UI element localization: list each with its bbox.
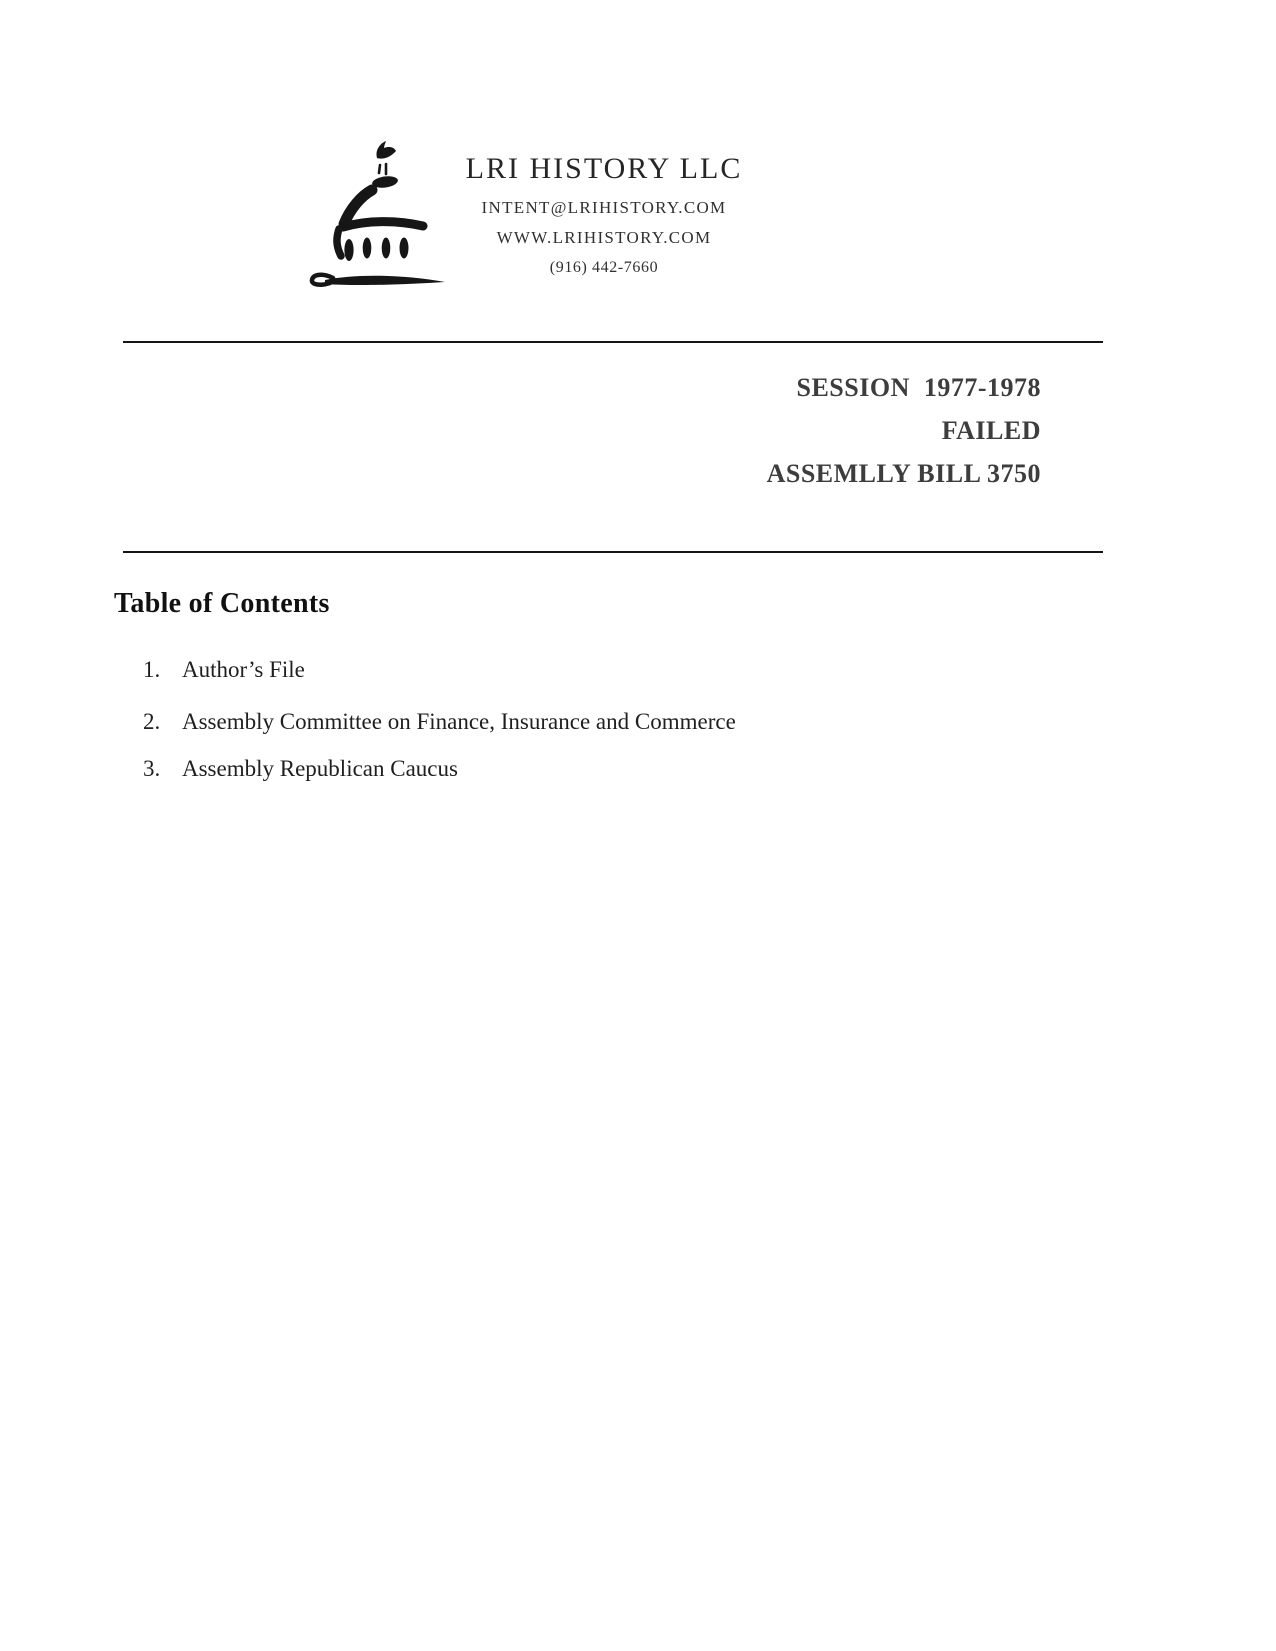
toc-item-number: 2. bbox=[143, 709, 161, 734]
toc-item bbox=[143, 709, 736, 735]
company-name: LRI HISTORY LLC bbox=[465, 152, 743, 185]
company-website: WWW.LRIHISTORY.COM bbox=[496, 228, 712, 247]
toc-item-label: Author’s File bbox=[182, 657, 305, 682]
toc-item bbox=[143, 657, 305, 683]
toc-item-number: 3. bbox=[143, 756, 161, 781]
toc-item bbox=[143, 756, 458, 782]
toc-item-label: Assembly Committee on Finance, Insurance and Commerce bbox=[182, 709, 736, 734]
session-line: SESSION 1977-1978 bbox=[796, 373, 1041, 402]
letterhead bbox=[419, 152, 789, 277]
toc-item-number: 1. bbox=[143, 657, 161, 682]
session-block bbox=[767, 366, 1041, 495]
divider-bottom bbox=[123, 551, 1103, 553]
toc-item-label: Assembly Republican Caucus bbox=[182, 756, 458, 781]
toc-title: Table of Contents bbox=[114, 588, 330, 619]
company-phone: (916) 442-7660 bbox=[549, 259, 659, 276]
bill-line: ASSEMLLY BILL 3750 bbox=[766, 459, 1041, 488]
company-email: INTENT@LRIHISTORY.COM bbox=[481, 198, 727, 217]
status-line: FAILED bbox=[941, 416, 1041, 445]
divider-top bbox=[123, 341, 1103, 343]
